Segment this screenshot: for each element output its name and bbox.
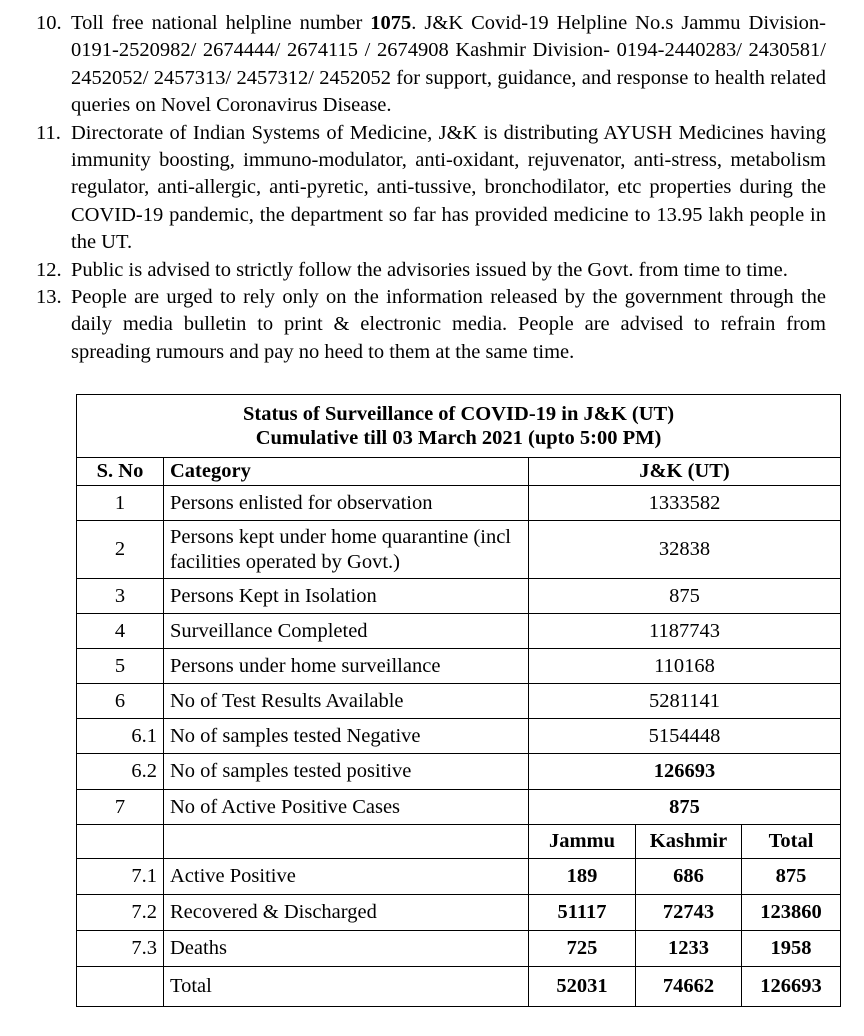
row-category: No of samples tested positive bbox=[164, 754, 529, 790]
row-category: Recovered & Discharged bbox=[164, 895, 529, 931]
row-value: 1187743 bbox=[529, 614, 841, 649]
table-row bbox=[77, 754, 841, 790]
point-text: Directorate of Indian Systems of Medicine, J&K is distributing AYUSH Medicines having immunity boosting, immuno-modulator, anti-oxidant, rejuvenator, anti-stress, metabolism regulator, anti-allergic, anti-pyretic, anti-tussive, bronchodilator, etc properties during the COVID-19 pandemic, the department so far has provided medicine to 13.95 lakh people in the UT. bbox=[71, 121, 826, 254]
table-row bbox=[77, 859, 841, 895]
row-jammu: 51117 bbox=[529, 895, 636, 931]
table-title-line-1: Status of Surveillance of COVID-19 in J&K (UT) bbox=[242, 403, 675, 425]
table-row bbox=[77, 719, 841, 754]
row-sno bbox=[77, 967, 164, 1007]
point-number: 13. bbox=[36, 286, 62, 309]
row-category: Persons Kept in Isolation bbox=[164, 579, 529, 614]
header-jk: J&K (UT) bbox=[529, 458, 841, 486]
row-sno: 4 bbox=[77, 614, 164, 649]
row-sno: 5 bbox=[77, 649, 164, 684]
table-row bbox=[77, 684, 841, 719]
row-value: 5154448 bbox=[529, 719, 841, 754]
table-row bbox=[77, 790, 841, 825]
row-total: 875 bbox=[742, 859, 841, 895]
table-row bbox=[77, 649, 841, 684]
row-category: No of Active Positive Cases bbox=[164, 790, 529, 825]
row-sno: 6.2 bbox=[77, 754, 164, 790]
point-10 bbox=[36, 10, 826, 120]
row-value: 126693 bbox=[529, 754, 841, 790]
row-category: Total bbox=[164, 967, 529, 1007]
table-row bbox=[77, 579, 841, 614]
row-value: 875 bbox=[529, 790, 841, 825]
table-row bbox=[77, 486, 841, 521]
sub-header-total: Total bbox=[742, 825, 841, 859]
table-row bbox=[77, 895, 841, 931]
row-category: Surveillance Completed bbox=[164, 614, 529, 649]
point-text: Public is advised to strictly follow the advisories issued by the Govt. from time to time. bbox=[71, 258, 788, 281]
table-header-row bbox=[77, 458, 841, 486]
row-sno: 6.1 bbox=[77, 719, 164, 754]
row-total: 123860 bbox=[742, 895, 841, 931]
sub-header-blank bbox=[164, 825, 529, 859]
row-value: 5281141 bbox=[529, 684, 841, 719]
point-text: People are urged to rely only on the information released by the government through the daily media bulletin to print & electronic media. People are advised to refrain from spreading rumours and pay no heed to them at the same time. bbox=[71, 286, 826, 363]
row-category: Persons enlisted for observation bbox=[164, 486, 529, 521]
row-value: 110168 bbox=[529, 649, 841, 684]
row-category: Active Positive bbox=[164, 859, 529, 895]
header-category: Category bbox=[164, 458, 529, 486]
sub-header-row bbox=[77, 825, 841, 859]
row-category: No of Test Results Available bbox=[164, 684, 529, 719]
surveillance-status-table bbox=[76, 394, 841, 1007]
point-number: 12. bbox=[36, 258, 62, 281]
table-row bbox=[77, 614, 841, 649]
row-sno: 1 bbox=[77, 486, 164, 521]
row-sno: 6 bbox=[77, 684, 164, 719]
row-kashmir: 72743 bbox=[636, 895, 742, 931]
point-11 bbox=[36, 120, 826, 257]
row-sno: 7 bbox=[77, 790, 164, 825]
row-kashmir: 686 bbox=[636, 859, 742, 895]
helpline-number: 1075 bbox=[370, 12, 412, 34]
sub-header-blank bbox=[77, 825, 164, 859]
row-sno: 2 bbox=[77, 521, 164, 579]
row-sno: 7.3 bbox=[77, 931, 164, 967]
table-row bbox=[77, 521, 841, 579]
row-kashmir: 1233 bbox=[636, 931, 742, 967]
point-number: 10. bbox=[36, 12, 62, 34]
row-total: 126693 bbox=[742, 967, 841, 1007]
table-title-line-2: Cumulative till 03 March 2021 (upto 5:00 PM) bbox=[255, 427, 662, 449]
advisory-points-list bbox=[36, 10, 826, 366]
point-number: 11. bbox=[36, 121, 61, 144]
table-row bbox=[77, 931, 841, 967]
sub-header-jammu: Jammu bbox=[529, 825, 636, 859]
point-12 bbox=[36, 257, 826, 284]
row-category: Persons kept under home quarantine (incl facilities operated by Govt.) bbox=[164, 521, 529, 579]
row-category: Persons under home surveillance bbox=[164, 649, 529, 684]
row-sno: 7.2 bbox=[77, 895, 164, 931]
point-13 bbox=[36, 284, 826, 366]
row-value: 32838 bbox=[529, 521, 841, 579]
sub-header-kashmir: Kashmir bbox=[636, 825, 742, 859]
row-jammu: 189 bbox=[529, 859, 636, 895]
row-value: 1333582 bbox=[529, 486, 841, 521]
row-jammu: 52031 bbox=[529, 967, 636, 1007]
row-total: 1958 bbox=[742, 931, 841, 967]
row-category: Deaths bbox=[164, 931, 529, 967]
row-sno: 3 bbox=[77, 579, 164, 614]
row-kashmir: 74662 bbox=[636, 967, 742, 1007]
row-category: No of samples tested Negative bbox=[164, 719, 529, 754]
header-sno: S. No bbox=[77, 458, 164, 486]
table-total-row bbox=[77, 967, 841, 1007]
point-text: Toll free national helpline number 1075. J&K Covid-19 Helpline No.s Jammu Division- 0191-2520982/ 2674444/ 2674115 / 2674908 Kashmir Division- 0194-2440283/ 2430581/ 2452052/ 2457313/ 2457312/ 2452052 for support, guidance, and response to health related queries on Novel Coronavirus Disease. bbox=[71, 12, 826, 117]
table-title bbox=[77, 395, 841, 458]
row-jammu: 725 bbox=[529, 931, 636, 967]
row-sno: 7.1 bbox=[77, 859, 164, 895]
row-value: 875 bbox=[529, 579, 841, 614]
